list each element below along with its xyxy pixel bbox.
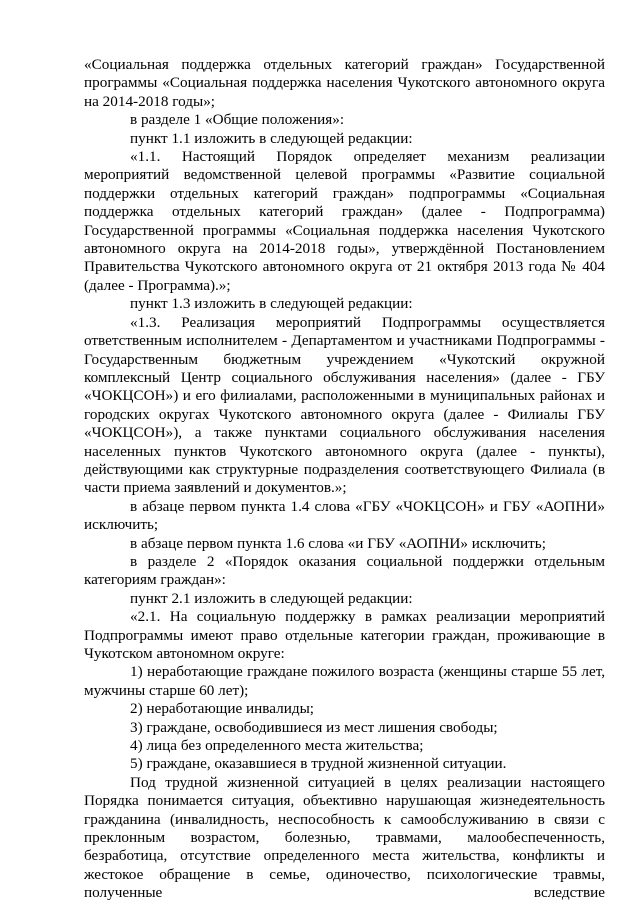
list-item-category-5: 5) граждане, оказавшиеся в трудной жизненной ситуации.	[130, 755, 507, 773]
paragraph-item-1-3-intro: пункт 1.3 изложить в следующей редакции:	[130, 295, 413, 313]
paragraph-item-2-1-text: «2.1. На социальную поддержку в рамках реализации мероприятий Подпрограммы имеют право отдельные категории граждан, проживающие в Чукотском автономном округе:	[84, 608, 605, 662]
list-item-category-2: 2) неработающие инвалиды;	[130, 700, 315, 718]
paragraph-item-1-1-intro: пункт 1.1 изложить в следующей редакции:	[130, 129, 413, 147]
list-item-category-4: 4) лица без определенного места жительства;	[130, 737, 424, 755]
list-item-category-3: 3) граждане, освободившиеся из мест лишения свободы;	[130, 718, 498, 736]
paragraph-item-2-1-intro: пункт 2.1 изложить в следующей редакции:	[130, 589, 413, 607]
list-item-category-1: 1) неработающие граждане пожилого возраста (женщины старше 55 лет, мужчины старше 60 лет);	[84, 663, 605, 699]
document-page	[84, 56, 605, 903]
paragraph-item-1-3-text: «1.3. Реализация мероприятий Подпрограммы осуществляется ответственным исполнителем - Департаментом и участниками Подпрограммы - Государственным бюджетным учреждением «Чукотский окружной комплексный Центр социального обслуживания населения» (далее - ГБУ «ЧОКЦСОН») и его филиалами, расположенными в муниципальных районах и городских округах Чукотского автономного округа (далее - Филиалы ГБУ «ЧОКЦСОН»), а также пунктами социального обслуживания населения населенных пунктов Чукотского автономного округа (далее - пункты), действующими как структурные подразделения соответствующего Филиала (в части приема заявлений и документов.»;	[84, 313, 605, 497]
paragraph-item-1-1-text: «1.1. Настоящий Порядок определяет механизм реализации мероприятий ведомственной целевой программы «Развитие социальной поддержки отдельных категорий граждан» подпрограммы «Социальная поддержка отдельных категорий граждан» (далее - Подпрограмма) Государственной программы «Социальная поддержка населения Чукотского автономного округа на 2014-2018 годы», утверждённой Постановлением Правительства Чукотского автономного округа от 21 октября 2013 года № 404 (далее - Программа).»;	[84, 148, 605, 294]
paragraph-item-1-6-amend: в абзаце первом пункта 1.6 слова «и ГБУ «АОПНИ» исключить;	[130, 534, 546, 552]
paragraph-section-1-heading: в разделе 1 «Общие положения»:	[130, 111, 345, 129]
paragraph-program-title: «Социальная поддержка отдельных категорий граждан» Государственной программы «Социальная поддержка населения Чукотского автономного округа на 2014-2018 годы»;	[84, 56, 605, 110]
paragraph-item-1-4-amend: в абзаце первом пункта 1.4 слова «ГБУ «ЧОКЦСОН» и ГБУ «АОПНИ» исключить;	[84, 497, 605, 534]
paragraph-difficult-situation-definition: Под трудной жизненной ситуацией в целях реализации настоящего Порядка понимается ситуация, объективно нарушающая жизнедеятельность гражданина (инвалидность, неспособность к самообслуживанию в связи с преклонным возрастом, болезнью, травмами, малообеспеченность, безработица, отсутствие определенного места жительства, конфликты и жестокое обращение в семье, одиночество, психологические травмы, полученные вследствие	[84, 773, 605, 902]
paragraph-section-2-heading: в разделе 2 «Порядок оказания социальной поддержки отдельным категориям граждан»:	[84, 552, 605, 589]
